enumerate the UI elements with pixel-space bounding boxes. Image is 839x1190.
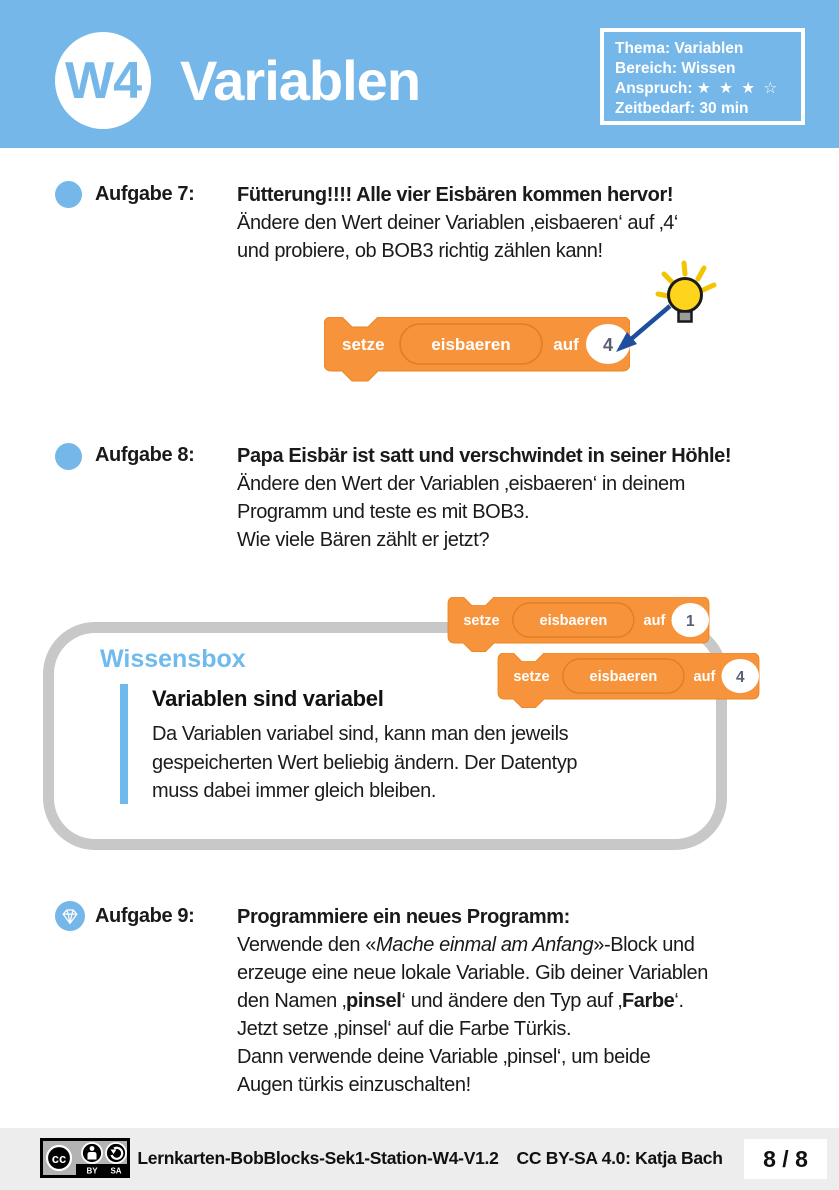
task9-line2-pre: Verwende den « bbox=[237, 934, 376, 956]
scratch-block-setze-a8-second bbox=[497, 653, 760, 711]
task7-line: und probiere, ob BOB3 richtig zählen kann! bbox=[237, 240, 603, 262]
task9-label: Aufgabe 9: bbox=[95, 905, 195, 927]
block-keyword-setze: setze bbox=[513, 669, 550, 686]
task8-line: Ändere den Wert der Variablen ‚eisbaeren‘ in deinem bbox=[237, 473, 686, 495]
wissensbox-line: Da Variablen variabel sind, kann man den jeweils bbox=[152, 723, 569, 745]
task8-title: Papa Eisbär ist satt und verschwindet in seiner Höhle! bbox=[237, 445, 732, 467]
footer-text bbox=[137, 1148, 723, 1169]
sa-label: SA bbox=[110, 1166, 122, 1176]
task8-line: Programm und teste es mit BOB3. bbox=[237, 501, 530, 523]
info-box bbox=[600, 28, 805, 125]
cc-by-sa-badge bbox=[40, 1138, 130, 1178]
task7-label: Aufgabe 7: bbox=[95, 183, 195, 205]
station-badge-label: W4 bbox=[65, 51, 141, 110]
block-keyword-setze: setze bbox=[342, 335, 385, 354]
info-anspruch bbox=[615, 79, 790, 99]
star-rating: ★ ★ ★ ☆ bbox=[696, 80, 780, 97]
task9-line: erzeuge eine neue lokale Variable. Gib deiner Variablen bbox=[237, 962, 708, 984]
task9-title: Programmiere ein neues Programm: bbox=[237, 906, 570, 928]
task9-line4-post: ‘. bbox=[674, 990, 684, 1012]
task7-title: Fütterung!!!! Alle vier Eisbären kommen hervor! bbox=[237, 184, 674, 206]
block-variable-name: eisbaeren bbox=[589, 669, 658, 686]
task8-line: Wie viele Bären zählt er jetzt? bbox=[237, 529, 490, 551]
block-value: 4 bbox=[602, 335, 614, 355]
task8-label: Aufgabe 8: bbox=[95, 444, 195, 466]
cc-icon-letters: cc bbox=[51, 1151, 67, 1166]
info-anspruch-label: Anspruch: bbox=[615, 80, 693, 97]
task8-text bbox=[237, 442, 731, 554]
block-keyword-setze: setze bbox=[463, 613, 500, 630]
task9-line4-bold2: Farbe bbox=[621, 990, 675, 1012]
task9-gem-badge bbox=[55, 901, 85, 931]
by-label: BY bbox=[86, 1166, 98, 1176]
task9-text bbox=[237, 903, 708, 1099]
scratch-block-setze-a7 bbox=[324, 317, 630, 385]
scratch-block-setze-a8-first bbox=[447, 597, 710, 655]
task9-line2-post: »-Block und bbox=[593, 934, 695, 956]
task9-line2-italic: Mache einmal am Anfang bbox=[375, 934, 594, 956]
info-bereich: Bereich: Wissen bbox=[615, 60, 736, 77]
info-thema: Thema: Variablen bbox=[615, 40, 744, 57]
info-zeitbedarf: Zeitbedarf: 30 min bbox=[615, 100, 749, 117]
block-keyword-auf: auf bbox=[693, 669, 716, 686]
block-variable-name: eisbaeren bbox=[431, 335, 511, 354]
lightbulb-base bbox=[679, 312, 692, 322]
task9-line4-pre: den Namen ‚ bbox=[237, 990, 346, 1012]
header bbox=[0, 0, 839, 148]
wissensbox-accent-bar bbox=[120, 684, 128, 804]
task9-line: Augen türkis einzuschalten! bbox=[237, 1074, 471, 1096]
block-value: 1 bbox=[685, 613, 695, 630]
task9-line bbox=[237, 931, 708, 959]
wissensbox-heading: Variablen sind variabel bbox=[152, 686, 384, 711]
task9-line4-mid: ‘ und ändere den Typ auf ‚ bbox=[401, 990, 622, 1012]
wissensbox-line: gespeicherten Wert beliebig ändern. Der Datentyp bbox=[152, 751, 578, 774]
task8-bullet-icon bbox=[55, 443, 82, 470]
footer-license: CC BY-SA 4.0: Katja Bach bbox=[516, 1148, 723, 1168]
wissensbox-paragraph bbox=[152, 720, 577, 806]
block-value: 4 bbox=[735, 669, 745, 686]
task7-text bbox=[237, 181, 678, 265]
arrow-shaft bbox=[630, 306, 670, 340]
station-badge bbox=[55, 32, 151, 129]
pointer-arrow-icon bbox=[610, 298, 674, 356]
task7-line: Ändere den Wert deiner Variablen ‚eisbaeren‘ auf ‚4‘ bbox=[237, 212, 678, 234]
block-variable-name: eisbaeren bbox=[539, 613, 608, 630]
gem-icon bbox=[59, 905, 81, 927]
footer-doc-id: Lernkarten-BobBlocks-Sek1-Station-W4-V1.2 bbox=[137, 1148, 499, 1168]
wissensbox-title: Wissensbox bbox=[100, 645, 246, 673]
task9-line bbox=[237, 987, 708, 1015]
page-number: 8 / 8 bbox=[744, 1139, 827, 1179]
task7-bullet-icon bbox=[55, 181, 82, 208]
task9-line: Jetzt setze ‚pinsel‘ auf die Farbe Türkis. bbox=[237, 1018, 572, 1040]
task9-line: Dann verwende deine Variable ‚pinsel‘, um beide bbox=[237, 1046, 651, 1068]
block-keyword-auf: auf bbox=[553, 335, 579, 354]
task9-line4-bold1: pinsel bbox=[346, 990, 402, 1012]
page-title: Variablen bbox=[180, 49, 421, 112]
block-keyword-auf: auf bbox=[643, 613, 666, 630]
wissensbox-line: muss dabei immer gleich bleiben. bbox=[152, 780, 437, 802]
